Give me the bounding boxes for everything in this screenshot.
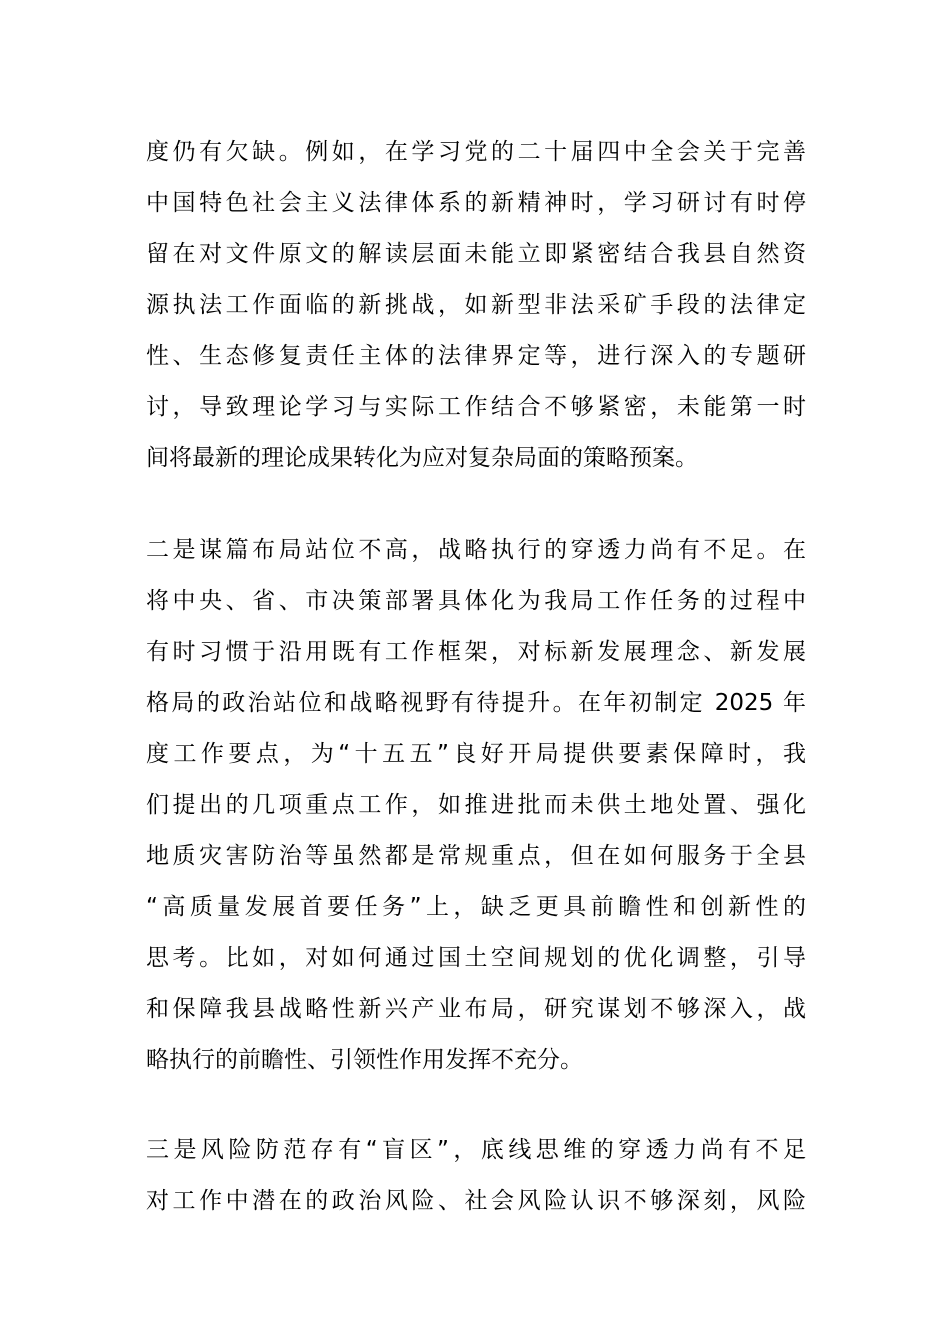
text-line: 间将最新的理论成果转化为应对复杂局面的策略预案。 bbox=[146, 445, 698, 471]
text-line: 们提出的几项重点工作，如推进批而未供土地处置、强化 bbox=[146, 792, 806, 818]
text-line: 三是风险防范存有“盲区”，底线思维的穿透力尚有不足 bbox=[146, 1137, 806, 1163]
text-line: 将中央、省、市决策部署具体化为我局工作任务的过程中 bbox=[146, 588, 806, 614]
text-line: 源执法工作面临的新挑战，如新型非法采矿手段的法律定 bbox=[146, 292, 806, 318]
text-line: 有时习惯于沿用既有工作框架，对标新发展理念、新发展 bbox=[146, 639, 806, 665]
text-line: 性、生态修复责任主体的法律界定等，进行深入的专题研 bbox=[146, 343, 806, 369]
text-line: 和保障我县战略性新兴产业布局，研究谋划不够深入，战 bbox=[146, 996, 806, 1022]
text-line: 度仍有欠缺。例如，在学习党的二十届四中全会关于完善 bbox=[146, 139, 806, 165]
text-line: 讨，导致理论学习与实际工作结合不够紧密，未能第一时 bbox=[146, 394, 806, 420]
text-line: 地质灾害防治等虽然都是常规重点，但在如何服务于全县 bbox=[146, 843, 806, 869]
text-line: 留在对文件原文的解读层面未能立即紧密结合我县自然资 bbox=[146, 241, 806, 267]
paragraph-risk-prevention bbox=[146, 1125, 806, 1227]
paragraph-strategic-planning bbox=[146, 525, 806, 1086]
paragraph-learning-gap bbox=[146, 127, 806, 484]
text-line: “高质量发展首要任务”上，缺乏更具前瞻性和创新性的 bbox=[146, 894, 806, 920]
text-line: 度工作要点，为“十五五”良好开局提供要素保障时，我 bbox=[146, 741, 806, 767]
text-line: 略执行的前瞻性、引领性作用发挥不充分。 bbox=[146, 1047, 583, 1073]
text-line: 对工作中潜在的政治风险、社会风险认识不够深刻，风险 bbox=[146, 1188, 806, 1214]
text-line: 思考。比如，对如何通过国土空间规划的优化调整，引导 bbox=[146, 945, 806, 971]
text-line: 二是谋篇布局站位不高，战略执行的穿透力尚有不足。在 bbox=[146, 537, 806, 563]
text-line: 中国特色社会主义法律体系的新精神时，学习研讨有时停 bbox=[146, 190, 806, 216]
text-line: 格局的政治站位和战略视野有待提升。在年初制定 2025 年 bbox=[146, 690, 806, 716]
